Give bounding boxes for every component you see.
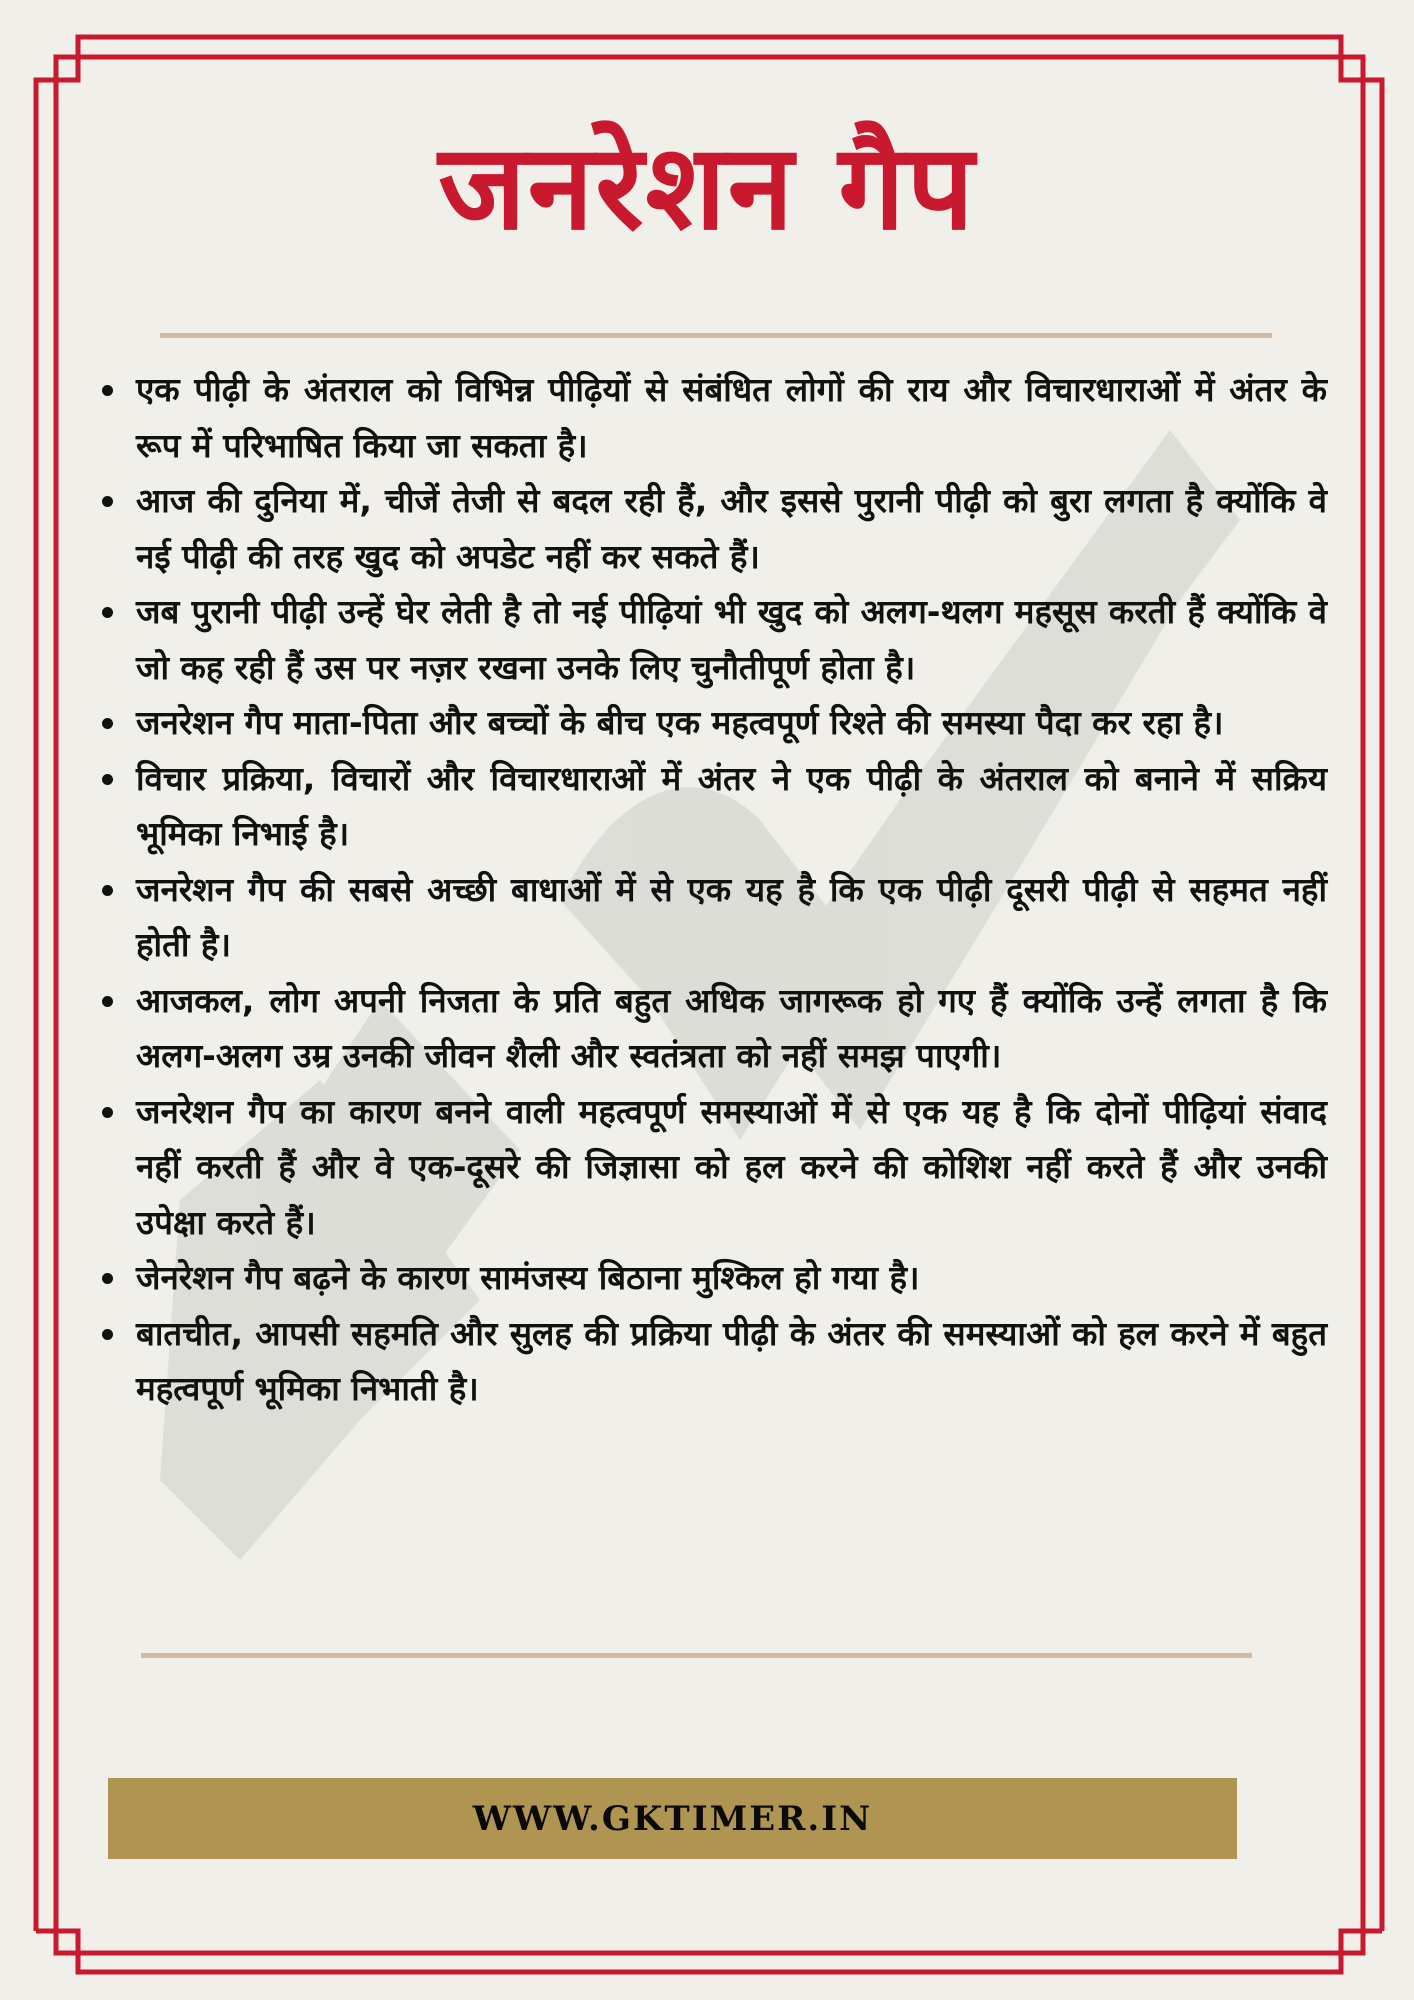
list-item-text: जनरेशन गैप की सबसे अच्छी बाधाओं में से एक यह है कि एक पीढ़ी दूसरी पीढ़ी से सहमत नहीं होती है।: [136, 869, 1327, 964]
list-item: [100, 973, 1327, 1084]
list-item: [100, 362, 1327, 473]
website-link[interactable]: WWW.GKTIMER.IN: [472, 1798, 873, 1839]
list-item-text: जनरेशन गैप माता-पिता और बच्चों के बीच एक महत्वपूर्ण रिश्ते की समस्या पैदा कर रहा है।: [136, 703, 1224, 742]
bullet-icon: [102, 885, 113, 896]
bullet-icon: [102, 774, 113, 785]
bullet-icon: [102, 996, 113, 1007]
list-item: [100, 1306, 1327, 1417]
page-title: जनरेशन गैप: [438, 118, 976, 256]
bullet-icon: [102, 1107, 113, 1118]
list-item: [100, 584, 1327, 695]
list-item-text: जनरेशन गैप का कारण बनने वाली महत्वपूर्ण समस्याओं में से एक यह है कि दोनों पीढ़ियां संवाद नहीं करती हैं और वे एक-दूसरे की जिज्ञासा को हल करने की कोशिश नहीं करते हैं और उनकी उपेक्षा करते हैं।: [136, 1091, 1327, 1242]
list-item-text: विचार प्रक्रिया, विचारों और विचारधाराओं में अंतर ने एक पीढ़ी के अंतराल को बनाने में सक्रिय भूमिका निभाई है।: [136, 758, 1327, 853]
list-item-text: एक पीढ़ी के अंतराल को विभिन्न पीढ़ियों से संबंधित लोगों की राय और विचारधाराओं में अंतर के रूप में परिभाषित किया जा सकता है।: [136, 370, 1327, 465]
website-banner: [108, 1778, 1237, 1859]
list-item: [100, 862, 1327, 973]
bullet-list: [100, 362, 1327, 1417]
top-divider: [160, 333, 1272, 338]
list-item-text: आज की दुनिया में, चीजें तेजी से बदल रही हैं, और इससे पुरानी पीढ़ी को बुरा लगता है क्योंकि वे नई पीढ़ी की तरह खुद को अपडेट नहीं कर सकते हैं।: [136, 481, 1327, 576]
list-item: [100, 1084, 1327, 1251]
list-item-text: आजकल, लोग अपनी निजता के प्रति बहुत अधिक जागरूक हो गए हैं क्योंकि उन्हें लगता है कि अलग-अलग उम्र उनकी जीवन शैली और स्वतंत्रता को नहीं समझ पाएगी।: [136, 980, 1327, 1075]
bullet-icon: [102, 607, 113, 618]
list-item-text: जेनरेशन गैप बढ़ने के कारण सामंजस्य बिठाना मुश्किल हो गया है।: [136, 1258, 920, 1297]
bullet-icon: [102, 718, 113, 729]
list-item-text: बातचीत, आपसी सहमति और सुलह की प्रक्रिया पीढ़ी के अंतर की समस्याओं को हल करने में बहुत महत्वपूर्ण भूमिका निभाती है।: [136, 1313, 1327, 1408]
bullet-icon: [102, 1273, 113, 1284]
list-item: [100, 695, 1327, 751]
bullet-icon: [102, 496, 113, 507]
list-item: [100, 1250, 1327, 1306]
bottom-divider: [141, 1653, 1252, 1658]
list-item: [100, 751, 1327, 862]
list-item-text: जब पुरानी पीढ़ी उन्हें घेर लेती है तो नई पीढ़ियां भी खुद को अलग-थलग महसूस करती हैं क्योंकि वे जो कह रही हैं उस पर नज़र रखना उनके लिए चुनौतीपूर्ण होता है।: [136, 592, 1327, 687]
list-item: [100, 473, 1327, 584]
bullet-icon: [102, 1329, 113, 1340]
bullet-icon: [102, 385, 113, 396]
